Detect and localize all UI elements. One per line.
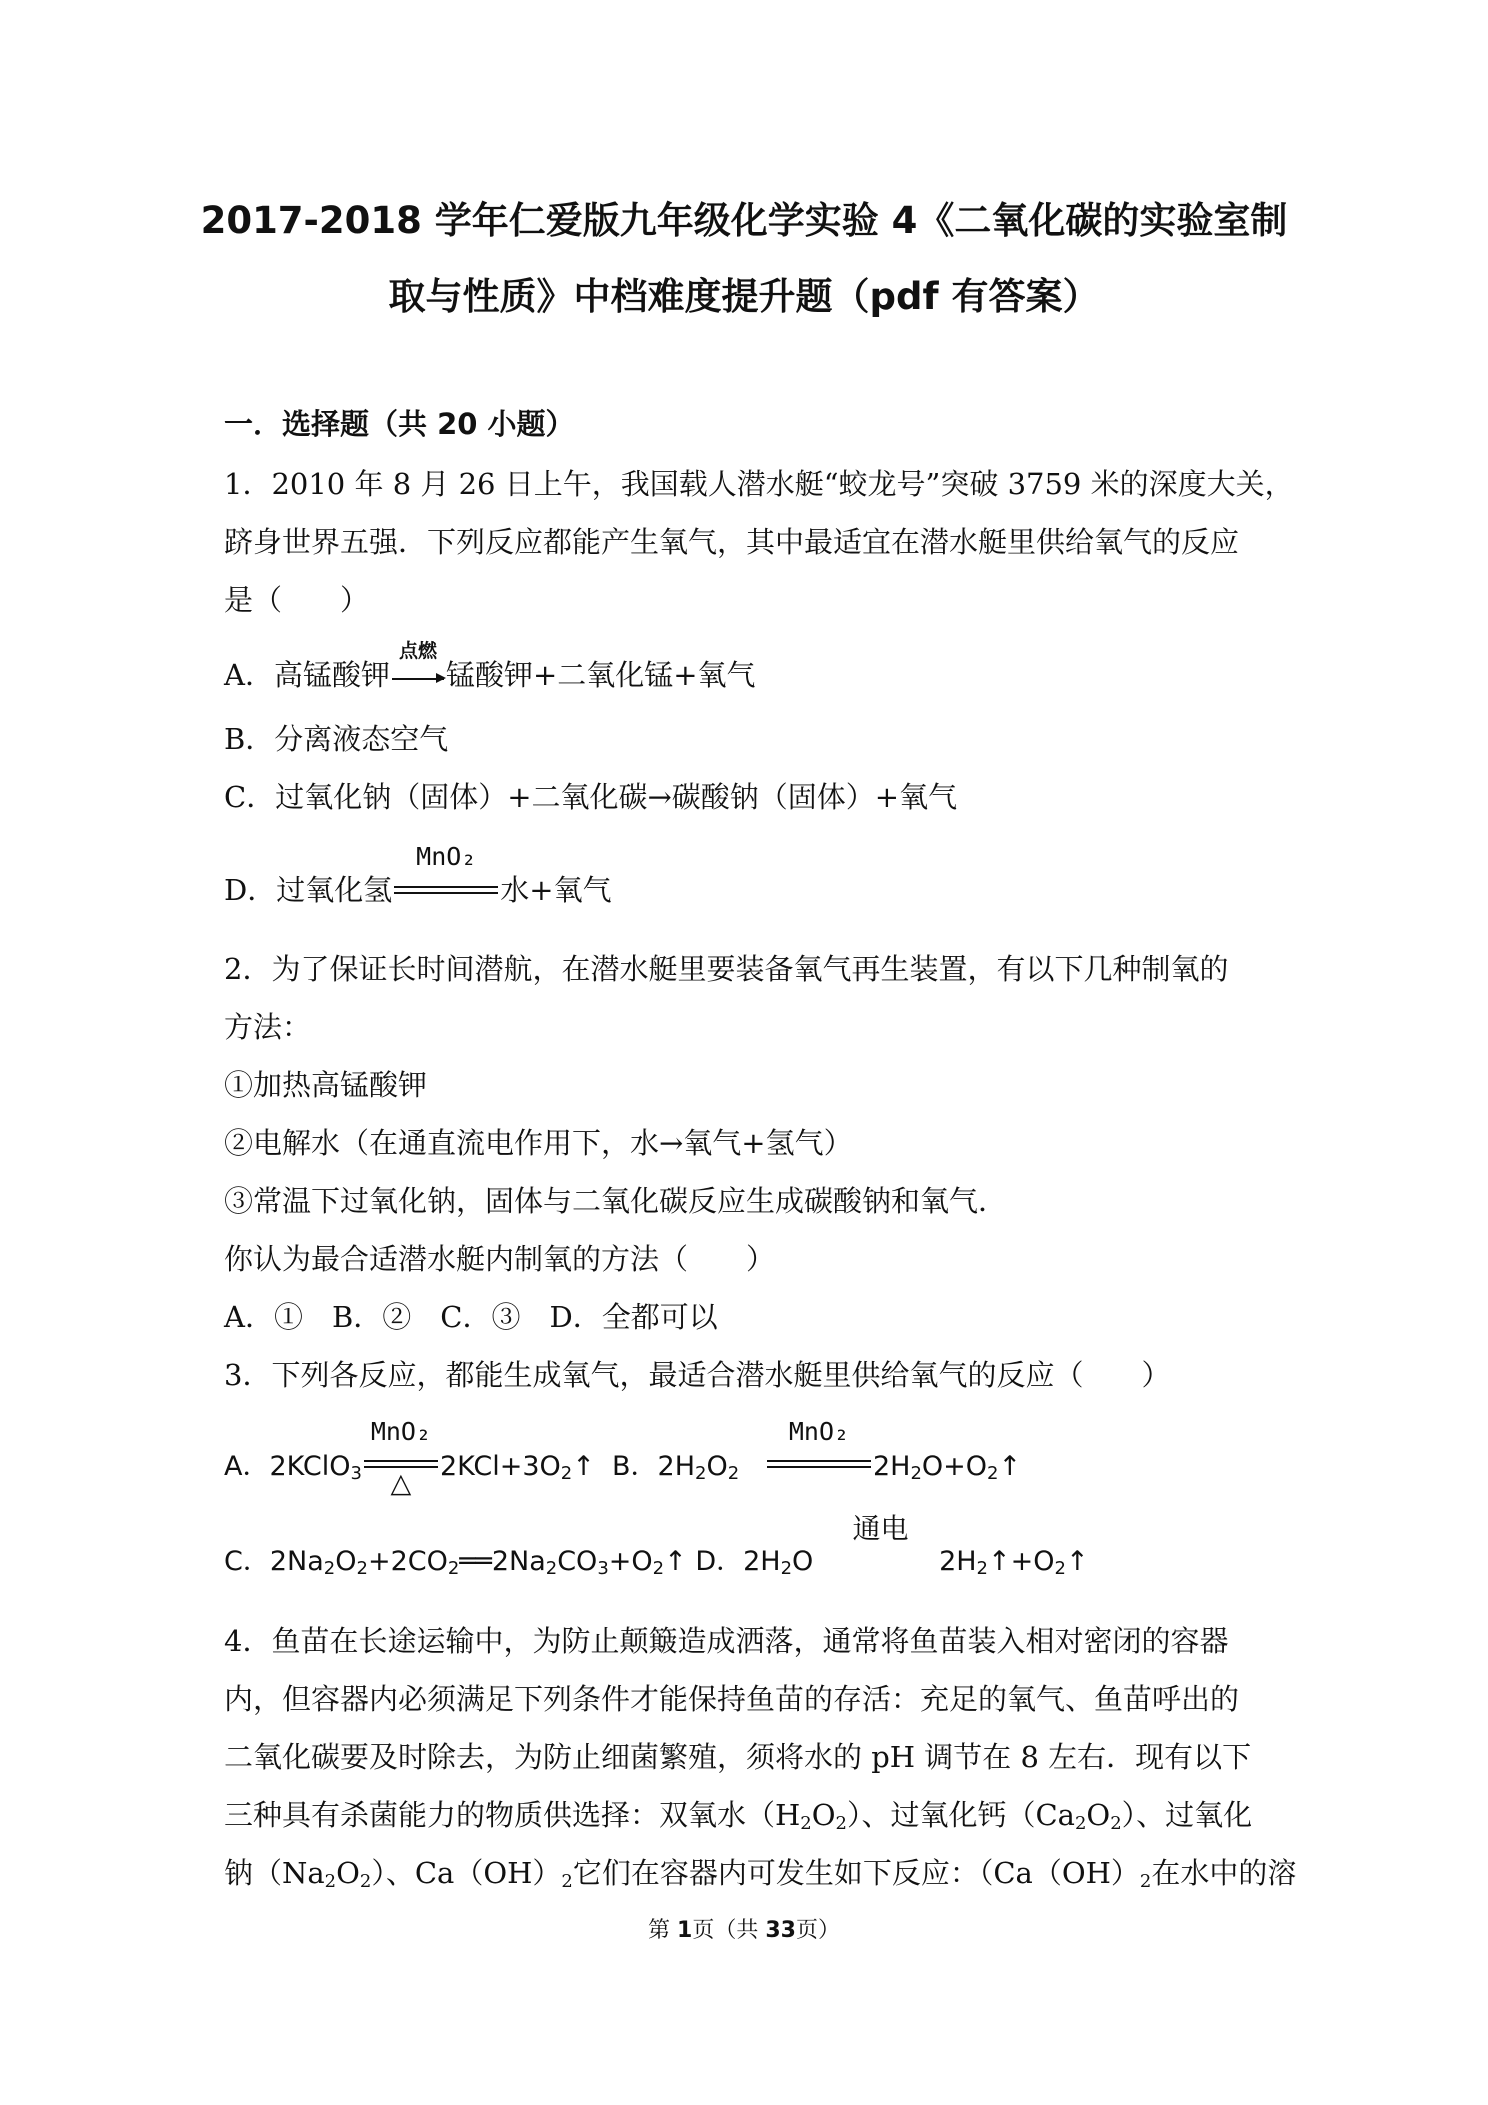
q2-stem-line-2: 方法： — [224, 1010, 312, 1044]
q2-options: A．① B．② C．③ D．全都可以 — [224, 1300, 718, 1334]
page-footer: 第 1页（共 33页） — [648, 1918, 840, 1943]
q2-stem-line-1: 2．为了保证长时间潜航，在潜水艇里要装备氧气再生装置，有以下几种制氧的 — [224, 952, 1229, 986]
q4-stem-line-1: 4．鱼苗在长途运输中，为防止颠簸造成洒落，通常将鱼苗装入相对密闭的容器 — [224, 1624, 1229, 1658]
q4-stem-line-3: 二氧化碳要及时除去，为防止细菌繁殖，须将水的 pH 调节在 8 左右．现有以下 — [224, 1740, 1252, 1774]
q4-stem-line-2: 内，但容器内必须满足下列条件才能保持鱼苗的存活：充足的氧气、鱼苗呼出的 — [224, 1682, 1240, 1716]
q2-method-2: ②电解水（在通直流电作用下，水→氧气+氢气） — [224, 1126, 853, 1160]
q1-stem-line-3: 是（ ） — [224, 583, 370, 617]
reaction-arrow: 通电 — [852, 1512, 909, 1545]
q3-options-cd: C．$2Na_2O_2+2CO_2══2Na_2CO_3+O_2↑$ D．$2H_2O$ 通电 $2H_2↑+O_2↑$ — [224, 1512, 1089, 1579]
q4-stem-line-5: 钠$(Na_2O_2)$、$Ca(OH)_2$它们在容器内可发生如下反应：（$Ca(OH)_2$在水中的溶 — [224, 1856, 1297, 1892]
page-number: 1 — [677, 1918, 693, 1943]
reaction-equals-sign: MnO₂ — [765, 1448, 873, 1475]
q1-option-d: D．过氧化氢 MnO₂ 水+氧气 — [224, 842, 612, 907]
q2-ask: 你认为最合适潜水艇内制氧的方法（ ） — [224, 1242, 776, 1276]
q3-stem: 3．下列各反应，都能生成氧气，最适合潜水艇里供给氧气的反应（ ） — [224, 1358, 1171, 1392]
section-heading: 一．选择题（共 20 小题） — [224, 407, 575, 441]
reaction-arrow: 点燃 — [390, 656, 446, 685]
q1-option-b: B．分离液态空气 — [224, 722, 449, 756]
reaction-equals-sign: MnO₂ △ — [362, 1448, 440, 1475]
q1-option-a: A．高锰酸钾 点燃 锰酸钾+二氧化锰+氧气 — [224, 640, 756, 692]
q3-options-ab: A．2KClO$_3$ MnO₂ △ $2KCl+3O_2↑$ B．$2H_2O_2$ MnO₂ $2H_2O+O_2↑$ — [224, 1417, 1022, 1499]
q4-stem-line-4: 三种具有杀菌能力的物质供选择：双氧水$(H_2O_2)$、过氧化钙$(Ca_2O_2)$、过氧化 — [224, 1798, 1253, 1834]
q1-stem-line-1: 1．2010 年 8 月 26 日上午，我国载人潜水艇“蛟龙号”突破 3759 米的深度大关， — [224, 467, 1294, 501]
title-line-1: 2017-2018 学年仁爱版九年级化学实验 4《二氧化碳的实验室制 — [200, 199, 1288, 242]
q2-method-1: ①加热高锰酸钾 — [224, 1068, 428, 1102]
reaction-equals-sign: MnO₂ — [392, 871, 500, 900]
title-line-2: 取与性质》中档难度提升题（pdf 有答案） — [388, 275, 1100, 318]
q1-stem-line-2: 跻身世界五强．下列反应都能产生氧气，其中最适宜在潜水艇里供给氧气的反应 — [224, 525, 1240, 559]
total-pages: 33 — [765, 1918, 796, 1943]
q2-method-3: ③常温下过氧化钠，固体与二氧化碳反应生成碳酸钠和氧气． — [224, 1184, 1008, 1218]
q1-option-c: C．过氧化钠（固体）+二氧化碳→碳酸钠（固体）+氧气 — [224, 780, 958, 814]
